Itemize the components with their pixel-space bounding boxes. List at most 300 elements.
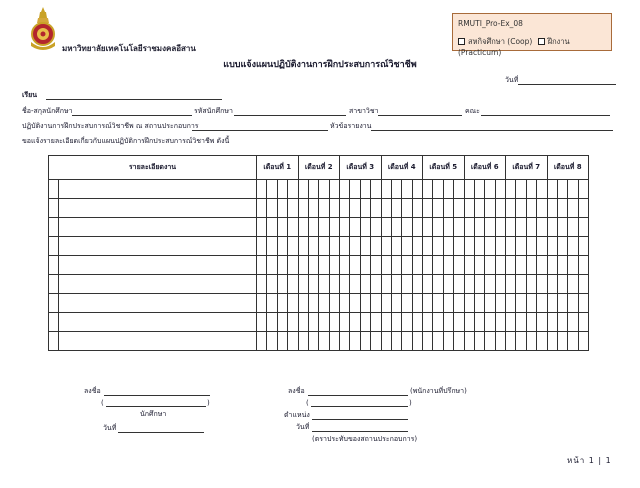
week-cell[interactable] [257,313,267,332]
detail-cell[interactable] [59,199,257,218]
week-cell[interactable] [329,256,339,275]
week-cell[interactable] [329,218,339,237]
week-cell[interactable] [381,313,391,332]
week-cell[interactable] [506,332,516,351]
week-cell[interactable] [319,313,329,332]
week-cell[interactable] [526,275,536,294]
student-name-field[interactable] [72,115,192,116]
week-cell[interactable] [474,313,484,332]
week-cell[interactable] [464,237,474,256]
row-index-cell[interactable] [49,237,59,256]
week-cell[interactable] [433,180,443,199]
week-cell[interactable] [360,294,370,313]
week-cell[interactable] [350,237,360,256]
week-cell[interactable] [257,237,267,256]
week-cell[interactable] [381,237,391,256]
week-cell[interactable] [360,199,370,218]
week-cell[interactable] [360,180,370,199]
week-cell[interactable] [474,199,484,218]
week-cell[interactable] [547,313,557,332]
week-cell[interactable] [267,237,277,256]
week-cell[interactable] [433,294,443,313]
week-cell[interactable] [578,237,588,256]
week-cell[interactable] [340,256,350,275]
week-cell[interactable] [402,180,412,199]
week-cell[interactable] [381,332,391,351]
week-cell[interactable] [360,237,370,256]
week-cell[interactable] [578,180,588,199]
week-cell[interactable] [308,218,318,237]
week-cell[interactable] [443,275,453,294]
detail-cell[interactable] [59,294,257,313]
week-cell[interactable] [267,275,277,294]
week-cell[interactable] [526,180,536,199]
week-cell[interactable] [288,313,298,332]
row-index-cell[interactable] [49,275,59,294]
week-cell[interactable] [474,332,484,351]
week-cell[interactable] [578,256,588,275]
week-cell[interactable] [423,218,433,237]
week-cell[interactable] [537,332,547,351]
week-cell[interactable] [485,294,495,313]
week-cell[interactable] [423,332,433,351]
week-cell[interactable] [329,313,339,332]
week-cell[interactable] [288,180,298,199]
week-cell[interactable] [547,332,557,351]
week-cell[interactable] [557,294,567,313]
week-cell[interactable] [381,275,391,294]
week-cell[interactable] [454,180,464,199]
week-cell[interactable] [298,313,308,332]
week-cell[interactable] [443,218,453,237]
week-cell[interactable] [412,313,422,332]
week-cell[interactable] [526,199,536,218]
week-cell[interactable] [391,313,401,332]
week-cell[interactable] [381,218,391,237]
week-cell[interactable] [516,275,526,294]
week-cell[interactable] [277,313,287,332]
week-cell[interactable] [360,313,370,332]
week-cell[interactable] [360,332,370,351]
week-cell[interactable] [454,218,464,237]
week-cell[interactable] [391,180,401,199]
student-date-field[interactable] [118,432,204,433]
week-cell[interactable] [526,256,536,275]
week-cell[interactable] [412,332,422,351]
week-cell[interactable] [526,313,536,332]
week-cell[interactable] [495,294,505,313]
week-cell[interactable] [277,218,287,237]
week-cell[interactable] [547,294,557,313]
week-cell[interactable] [319,256,329,275]
week-cell[interactable] [464,199,474,218]
week-cell[interactable] [350,256,360,275]
week-cell[interactable] [423,294,433,313]
week-cell[interactable] [443,332,453,351]
week-cell[interactable] [423,256,433,275]
week-cell[interactable] [547,218,557,237]
week-cell[interactable] [423,275,433,294]
week-cell[interactable] [412,256,422,275]
week-cell[interactable] [288,294,298,313]
week-cell[interactable] [443,294,453,313]
week-cell[interactable] [402,218,412,237]
student-printed-name-field[interactable] [106,406,206,407]
week-cell[interactable] [329,275,339,294]
week-cell[interactable] [454,332,464,351]
week-cell[interactable] [506,313,516,332]
row-index-cell[interactable] [49,313,59,332]
row-index-cell[interactable] [49,199,59,218]
week-cell[interactable] [402,313,412,332]
week-cell[interactable] [568,237,578,256]
report-topic-field[interactable] [371,130,613,131]
week-cell[interactable] [371,237,381,256]
week-cell[interactable] [308,294,318,313]
week-cell[interactable] [381,180,391,199]
week-cell[interactable] [423,237,433,256]
week-cell[interactable] [433,313,443,332]
week-cell[interactable] [257,180,267,199]
week-cell[interactable] [495,218,505,237]
week-cell[interactable] [537,313,547,332]
mentor-printed-name-field[interactable] [311,406,408,407]
week-cell[interactable] [360,218,370,237]
week-cell[interactable] [474,237,484,256]
week-cell[interactable] [360,256,370,275]
major-field[interactable] [378,115,462,116]
week-cell[interactable] [319,275,329,294]
week-cell[interactable] [474,256,484,275]
week-cell[interactable] [557,313,567,332]
detail-cell[interactable] [59,237,257,256]
week-cell[interactable] [277,237,287,256]
week-cell[interactable] [578,313,588,332]
week-cell[interactable] [537,275,547,294]
week-cell[interactable] [506,275,516,294]
week-cell[interactable] [516,294,526,313]
row-index-cell[interactable] [49,218,59,237]
week-cell[interactable] [464,294,474,313]
week-cell[interactable] [371,218,381,237]
week-cell[interactable] [267,332,277,351]
date-field[interactable] [518,84,616,85]
week-cell[interactable] [319,237,329,256]
week-cell[interactable] [298,294,308,313]
week-cell[interactable] [423,199,433,218]
week-cell[interactable] [277,332,287,351]
week-cell[interactable] [443,199,453,218]
week-cell[interactable] [319,199,329,218]
week-cell[interactable] [412,275,422,294]
week-cell[interactable] [329,180,339,199]
detail-cell[interactable] [59,256,257,275]
week-cell[interactable] [454,237,464,256]
week-cell[interactable] [267,180,277,199]
week-cell[interactable] [578,218,588,237]
week-cell[interactable] [433,237,443,256]
detail-cell[interactable] [59,275,257,294]
week-cell[interactable] [464,218,474,237]
week-cell[interactable] [288,256,298,275]
week-cell[interactable] [350,313,360,332]
week-cell[interactable] [516,332,526,351]
week-cell[interactable] [464,275,474,294]
week-cell[interactable] [308,180,318,199]
week-cell[interactable] [495,332,505,351]
week-cell[interactable] [402,237,412,256]
week-cell[interactable] [257,256,267,275]
week-cell[interactable] [329,199,339,218]
week-cell[interactable] [257,332,267,351]
week-cell[interactable] [557,332,567,351]
week-cell[interactable] [350,218,360,237]
week-cell[interactable] [423,313,433,332]
week-cell[interactable] [381,199,391,218]
week-cell[interactable] [547,180,557,199]
week-cell[interactable] [391,256,401,275]
week-cell[interactable] [391,218,401,237]
week-cell[interactable] [433,218,443,237]
week-cell[interactable] [381,294,391,313]
week-cell[interactable] [557,180,567,199]
week-cell[interactable] [516,199,526,218]
week-cell[interactable] [516,256,526,275]
week-cell[interactable] [526,218,536,237]
week-cell[interactable] [340,294,350,313]
week-cell[interactable] [474,180,484,199]
week-cell[interactable] [350,294,360,313]
mentor-date-field[interactable] [312,431,408,432]
week-cell[interactable] [308,199,318,218]
row-index-cell[interactable] [49,256,59,275]
week-cell[interactable] [277,199,287,218]
week-cell[interactable] [537,180,547,199]
week-cell[interactable] [308,256,318,275]
week-cell[interactable] [267,256,277,275]
week-cell[interactable] [412,180,422,199]
week-cell[interactable] [568,218,578,237]
week-cell[interactable] [578,294,588,313]
week-cell[interactable] [506,218,516,237]
week-cell[interactable] [537,256,547,275]
week-cell[interactable] [454,256,464,275]
detail-cell[interactable] [59,313,257,332]
week-cell[interactable] [308,275,318,294]
week-cell[interactable] [568,256,578,275]
week-cell[interactable] [257,294,267,313]
week-cell[interactable] [308,237,318,256]
detail-cell[interactable] [59,218,257,237]
week-cell[interactable] [526,237,536,256]
coop-checkbox[interactable] [458,38,465,45]
week-cell[interactable] [485,313,495,332]
week-cell[interactable] [474,275,484,294]
week-cell[interactable] [454,275,464,294]
week-cell[interactable] [474,218,484,237]
week-cell[interactable] [454,313,464,332]
week-cell[interactable] [506,237,516,256]
week-cell[interactable] [568,199,578,218]
week-cell[interactable] [537,218,547,237]
week-cell[interactable] [557,237,567,256]
week-cell[interactable] [340,332,350,351]
week-cell[interactable] [391,332,401,351]
week-cell[interactable] [340,180,350,199]
week-cell[interactable] [371,275,381,294]
week-cell[interactable] [568,180,578,199]
week-cell[interactable] [298,180,308,199]
week-cell[interactable] [340,275,350,294]
workplace-field[interactable] [192,130,328,131]
week-cell[interactable] [485,275,495,294]
week-cell[interactable] [277,275,287,294]
week-cell[interactable] [267,199,277,218]
week-cell[interactable] [277,256,287,275]
week-cell[interactable] [288,199,298,218]
week-cell[interactable] [391,275,401,294]
week-cell[interactable] [360,275,370,294]
week-cell[interactable] [371,180,381,199]
week-cell[interactable] [267,313,277,332]
week-cell[interactable] [402,332,412,351]
week-cell[interactable] [433,275,443,294]
week-cell[interactable] [443,313,453,332]
week-cell[interactable] [506,180,516,199]
week-cell[interactable] [454,199,464,218]
week-cell[interactable] [371,332,381,351]
week-cell[interactable] [495,275,505,294]
week-cell[interactable] [443,256,453,275]
week-cell[interactable] [557,199,567,218]
week-cell[interactable] [568,275,578,294]
week-cell[interactable] [267,294,277,313]
week-cell[interactable] [485,332,495,351]
week-cell[interactable] [537,199,547,218]
week-cell[interactable] [402,294,412,313]
week-cell[interactable] [485,180,495,199]
faculty-field[interactable] [481,115,610,116]
week-cell[interactable] [495,313,505,332]
week-cell[interactable] [547,237,557,256]
week-cell[interactable] [568,332,578,351]
week-cell[interactable] [474,294,484,313]
week-cell[interactable] [495,199,505,218]
week-cell[interactable] [412,294,422,313]
week-cell[interactable] [391,237,401,256]
week-cell[interactable] [464,313,474,332]
practicum-checkbox[interactable] [538,38,545,45]
week-cell[interactable] [433,199,443,218]
week-cell[interactable] [412,218,422,237]
student-id-field[interactable] [234,115,346,116]
week-cell[interactable] [516,237,526,256]
week-cell[interactable] [267,218,277,237]
week-cell[interactable] [495,180,505,199]
week-cell[interactable] [257,218,267,237]
week-cell[interactable] [298,237,308,256]
week-cell[interactable] [423,180,433,199]
week-cell[interactable] [485,256,495,275]
week-cell[interactable] [568,313,578,332]
week-cell[interactable] [319,332,329,351]
week-cell[interactable] [568,294,578,313]
week-cell[interactable] [506,294,516,313]
week-cell[interactable] [485,218,495,237]
week-cell[interactable] [433,256,443,275]
week-cell[interactable] [277,294,287,313]
week-cell[interactable] [329,332,339,351]
week-cell[interactable] [506,199,516,218]
week-cell[interactable] [578,199,588,218]
row-index-cell[interactable] [49,294,59,313]
week-cell[interactable] [485,199,495,218]
detail-cell[interactable] [59,332,257,351]
week-cell[interactable] [350,199,360,218]
week-cell[interactable] [340,218,350,237]
week-cell[interactable] [402,199,412,218]
week-cell[interactable] [495,237,505,256]
week-cell[interactable] [298,218,308,237]
week-cell[interactable] [308,313,318,332]
week-cell[interactable] [485,237,495,256]
to-field[interactable] [46,99,222,100]
week-cell[interactable] [464,180,474,199]
week-cell[interactable] [557,218,567,237]
week-cell[interactable] [288,218,298,237]
week-cell[interactable] [298,275,308,294]
week-cell[interactable] [340,199,350,218]
week-cell[interactable] [433,332,443,351]
week-cell[interactable] [371,294,381,313]
week-cell[interactable] [319,180,329,199]
week-cell[interactable] [547,256,557,275]
week-cell[interactable] [443,237,453,256]
week-cell[interactable] [329,294,339,313]
week-cell[interactable] [288,332,298,351]
week-cell[interactable] [257,199,267,218]
week-cell[interactable] [288,275,298,294]
week-cell[interactable] [340,237,350,256]
week-cell[interactable] [537,237,547,256]
week-cell[interactable] [464,256,474,275]
week-cell[interactable] [319,294,329,313]
week-cell[interactable] [547,275,557,294]
week-cell[interactable] [495,256,505,275]
week-cell[interactable] [319,218,329,237]
week-cell[interactable] [371,313,381,332]
week-cell[interactable] [402,256,412,275]
week-cell[interactable] [381,256,391,275]
week-cell[interactable] [506,256,516,275]
week-cell[interactable] [412,199,422,218]
week-cell[interactable] [578,275,588,294]
week-cell[interactable] [412,237,422,256]
student-signature-field[interactable] [104,395,210,396]
mentor-signature-field[interactable] [308,395,408,396]
week-cell[interactable] [557,275,567,294]
week-cell[interactable] [350,180,360,199]
week-cell[interactable] [329,237,339,256]
week-cell[interactable] [298,199,308,218]
week-cell[interactable] [454,294,464,313]
week-cell[interactable] [526,332,536,351]
week-cell[interactable] [340,313,350,332]
week-cell[interactable] [516,218,526,237]
week-cell[interactable] [402,275,412,294]
week-cell[interactable] [557,256,567,275]
week-cell[interactable] [308,332,318,351]
